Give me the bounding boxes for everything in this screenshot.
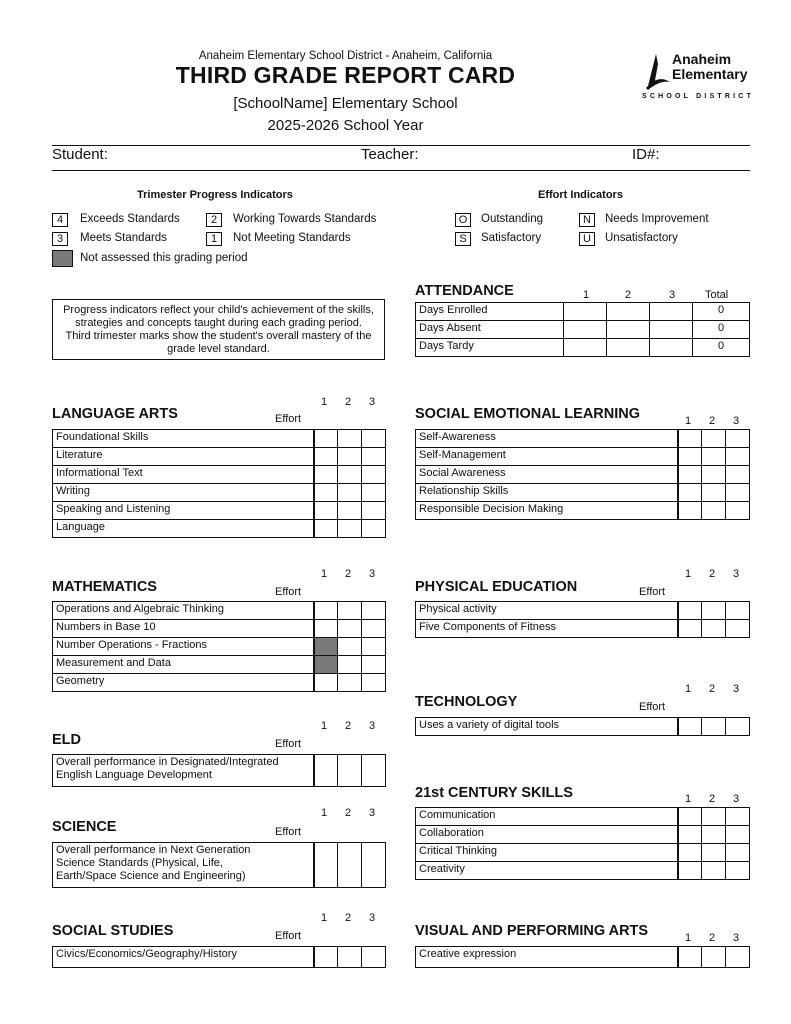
- vpa-title: VISUAL AND PERFORMING ARTS: [415, 923, 649, 939]
- effort-label-u: Unsatisfactory: [605, 232, 678, 244]
- grade-cell[interactable]: [338, 755, 362, 787]
- subject-row-label: Measurement and Data: [53, 656, 314, 674]
- table-row: [416, 502, 750, 520]
- table-row: [416, 620, 750, 638]
- sel-tri-2: 2: [708, 415, 716, 427]
- table-row: [416, 602, 750, 620]
- grade-cell[interactable]: [362, 656, 386, 674]
- table-row: [53, 484, 386, 502]
- grade-cell[interactable]: [726, 826, 750, 844]
- grade-cell[interactable]: [726, 620, 750, 638]
- eld-tri-1: 1: [320, 720, 328, 732]
- sel-tri-3: 3: [732, 415, 740, 427]
- pe-effort-label: Effort: [639, 586, 666, 598]
- sci-effort-label: Effort: [275, 826, 302, 838]
- grade-cell[interactable]: [362, 466, 386, 484]
- vpa-tri-2: 2: [708, 932, 716, 944]
- teacher-label: Teacher:: [361, 146, 419, 163]
- tech-tri-1: 1: [684, 683, 692, 695]
- logo-text: [672, 52, 747, 82]
- sci-tri-1: 1: [320, 807, 328, 819]
- table-row: [416, 947, 750, 968]
- grade-cell[interactable]: [702, 826, 726, 844]
- grade-cell[interactable]: [678, 947, 702, 968]
- effort-code-s: S: [455, 232, 471, 246]
- attendance-cell[interactable]: [650, 339, 693, 357]
- grade-cell[interactable]: [726, 430, 750, 448]
- attendance-row-label: Days Absent: [416, 321, 564, 339]
- grade-cell[interactable]: [678, 862, 702, 880]
- indicator-label-4: Exceeds Standards: [80, 213, 180, 225]
- vpa-table: [415, 946, 750, 968]
- subject-row-label: Writing: [53, 484, 314, 502]
- effort-code-u: U: [579, 232, 595, 246]
- grade-cell[interactable]: [362, 638, 386, 656]
- subject-row-label: Critical Thinking: [416, 844, 678, 862]
- sel-tri-1: 1: [684, 415, 692, 427]
- grade-cell[interactable]: [314, 430, 338, 448]
- grade-cell[interactable]: [314, 620, 338, 638]
- grade-cell[interactable]: [678, 430, 702, 448]
- table-row: [53, 466, 386, 484]
- language-arts-title: LANGUAGE ARTS: [52, 406, 178, 422]
- century-tri-2: 2: [708, 793, 716, 805]
- table-row: [416, 808, 750, 826]
- technology-title: TECHNOLOGY: [415, 694, 518, 710]
- grade-cell[interactable]: [678, 620, 702, 638]
- table-row: [416, 303, 750, 321]
- vpa-tri-3: 3: [732, 932, 740, 944]
- pe-tri-1: 1: [684, 568, 692, 580]
- grade-cell[interactable]: [702, 947, 726, 968]
- table-row: [416, 466, 750, 484]
- subject-row-label: Self-Awareness: [416, 430, 678, 448]
- grade-cell[interactable]: [314, 520, 338, 538]
- grade-cell[interactable]: [338, 466, 362, 484]
- indicator-code-1: 1: [206, 232, 222, 246]
- subject-row-label: Physical activity: [416, 602, 678, 620]
- tech-tri-3: 3: [732, 683, 740, 695]
- grade-cell[interactable]: [702, 502, 726, 520]
- attendance-table: [415, 302, 750, 357]
- table-row: [416, 826, 750, 844]
- attendance-total: 0: [693, 321, 750, 339]
- grade-cell[interactable]: [362, 520, 386, 538]
- indicator-code-4: 4: [52, 213, 68, 227]
- grade-cell[interactable]: [702, 808, 726, 826]
- sci-tri-2: 2: [344, 807, 352, 819]
- sel-title: SOCIAL EMOTIONAL LEARNING: [415, 406, 641, 422]
- la-tri-2: 2: [344, 396, 352, 408]
- subject-row-label: Self-Management: [416, 448, 678, 466]
- tech-effort-label: Effort: [639, 701, 666, 713]
- ss-tri-3: 3: [368, 912, 376, 924]
- grade-cell[interactable]: [338, 843, 362, 888]
- grade-cell[interactable]: [314, 755, 338, 787]
- logo-mark-icon: [642, 52, 672, 92]
- grade-cell[interactable]: [338, 448, 362, 466]
- grade-cell[interactable]: [362, 674, 386, 692]
- table-row: [416, 339, 750, 357]
- grade-cell[interactable]: [362, 602, 386, 620]
- table-row: [53, 502, 386, 520]
- table-row: [416, 321, 750, 339]
- math-tri-2: 2: [344, 568, 352, 580]
- grade-cell[interactable]: [726, 502, 750, 520]
- logo-line2: Elementary: [672, 66, 748, 82]
- science-row-line1: Overall performance in Next Generation: [56, 844, 251, 856]
- grade-cell[interactable]: [726, 448, 750, 466]
- table-row: [53, 843, 386, 888]
- subject-row-label: Foundational Skills: [53, 430, 314, 448]
- grade-cell[interactable]: [702, 862, 726, 880]
- subject-row-label: Uses a variety of digital tools: [416, 718, 678, 736]
- attendance-cell[interactable]: [564, 339, 607, 357]
- attendance-title: ATTENDANCE: [415, 283, 514, 299]
- attendance-cell[interactable]: [607, 303, 650, 321]
- la-tri-3: 3: [368, 396, 376, 408]
- table-row: [53, 602, 386, 620]
- table-row: [416, 862, 750, 880]
- grade-cell[interactable]: [678, 502, 702, 520]
- attendance-cell[interactable]: [564, 303, 607, 321]
- id-label: ID#:: [632, 146, 660, 163]
- subject-row-label: Communication: [416, 808, 678, 826]
- subject-row-label: Speaking and Listening: [53, 502, 314, 520]
- not-assessed-cell: [314, 656, 338, 674]
- table-row: [416, 484, 750, 502]
- subject-row-label: Operations and Algebraic Thinking: [53, 602, 314, 620]
- effort-code-n: N: [579, 213, 595, 227]
- attendance-cell[interactable]: [564, 321, 607, 339]
- table-row: [53, 448, 386, 466]
- grade-cell[interactable]: [678, 448, 702, 466]
- subject-row-label: Number Operations - Fractions: [53, 638, 314, 656]
- eld-table: [52, 754, 386, 787]
- grade-cell[interactable]: [338, 674, 362, 692]
- grade-cell[interactable]: [338, 484, 362, 502]
- grade-cell[interactable]: [338, 430, 362, 448]
- eld-row-line2: English Language Development: [56, 769, 212, 781]
- sci-tri-3: 3: [368, 807, 376, 819]
- effort-indicators-title: Effort Indicators: [538, 189, 623, 201]
- indicator-label-1: Not Meeting Standards: [233, 232, 351, 244]
- grade-cell[interactable]: [314, 466, 338, 484]
- grade-cell[interactable]: [314, 843, 338, 888]
- attendance-tri-2: 2: [624, 289, 632, 301]
- science-row-line3: Earth/Space Science and Engineering): [56, 870, 246, 882]
- grade-cell[interactable]: [362, 843, 386, 888]
- indicator-code-2: 2: [206, 213, 222, 227]
- mathematics-title: MATHEMATICS: [52, 579, 157, 595]
- grade-cell[interactable]: [338, 656, 362, 674]
- eld-tri-3: 3: [368, 720, 376, 732]
- ss-effort-label: Effort: [275, 930, 302, 942]
- language-arts-table: [52, 429, 386, 538]
- ss-tri-1: 1: [320, 912, 328, 924]
- grade-cell[interactable]: [338, 602, 362, 620]
- century-tri-3: 3: [732, 793, 740, 805]
- subject-row-label: Five Components of Fitness: [416, 620, 678, 638]
- school-year: 2025-2026 School Year: [267, 117, 424, 134]
- subject-row-label: Civics/Economics/Geography/History: [53, 947, 314, 968]
- subject-row-label: Literature: [53, 448, 314, 466]
- effort-label-s: Satisfactory: [481, 232, 542, 244]
- grade-cell[interactable]: [702, 718, 726, 736]
- attendance-total-label: Total: [705, 289, 729, 301]
- table-row: [53, 755, 386, 787]
- sel-table: [415, 429, 750, 520]
- grade-cell[interactable]: [362, 620, 386, 638]
- eld-effort-label: Effort: [275, 738, 302, 750]
- la-effort-label: Effort: [275, 413, 302, 425]
- grade-cell[interactable]: [314, 602, 338, 620]
- grade-cell[interactable]: [678, 484, 702, 502]
- grade-cell[interactable]: [726, 466, 750, 484]
- grade-cell[interactable]: [338, 947, 362, 968]
- attendance-tri-3: 3: [668, 289, 676, 301]
- grade-cell[interactable]: [726, 947, 750, 968]
- grade-cell[interactable]: [338, 620, 362, 638]
- math-tri-1: 1: [320, 568, 328, 580]
- grade-cell[interactable]: [678, 844, 702, 862]
- indicator-label-2: Working Towards Standards: [233, 213, 377, 225]
- grade-cell[interactable]: [338, 520, 362, 538]
- vpa-tri-1: 1: [684, 932, 692, 944]
- grade-cell[interactable]: [702, 844, 726, 862]
- tech-tri-2: 2: [708, 683, 716, 695]
- attendance-tri-1: 1: [582, 289, 590, 301]
- math-tri-3: 3: [368, 568, 376, 580]
- grade-cell[interactable]: [362, 755, 386, 787]
- science-table: [52, 842, 386, 888]
- not-assessed-label: Not assessed this grading period: [80, 252, 248, 264]
- effort-label-n: Needs Improvement: [605, 213, 709, 225]
- progress-indicators-title: Trimester Progress Indicators: [137, 189, 293, 201]
- grade-cell[interactable]: [678, 466, 702, 484]
- subject-row-label: Geometry: [53, 674, 314, 692]
- progress-note: Progress indicators reflect your child's achievement of the skills, strategies and concepts taught during each grading period. Third trimester marks show the student's overall mastery of the grade level standard.: [52, 299, 385, 360]
- table-row: [53, 430, 386, 448]
- grade-cell[interactable]: [314, 674, 338, 692]
- social-studies-title: SOCIAL STUDIES: [52, 923, 174, 939]
- table-row: [53, 620, 386, 638]
- grade-cell[interactable]: [726, 718, 750, 736]
- table-row: [53, 656, 386, 674]
- grade-cell[interactable]: [726, 862, 750, 880]
- pe-tri-2: 2: [708, 568, 716, 580]
- eld-row-line1: Overall performance in Designated/Integrated: [56, 756, 279, 768]
- table-row: [53, 520, 386, 538]
- subject-row-label: Relationship Skills: [416, 484, 678, 502]
- indicator-label-3: Meets Standards: [80, 232, 167, 244]
- subject-row-label: Creative expression: [416, 947, 678, 968]
- grade-cell[interactable]: [702, 620, 726, 638]
- grade-cell[interactable]: [362, 448, 386, 466]
- logo-sub: SCHOOL DISTRICT: [642, 93, 755, 100]
- attendance-cell[interactable]: [607, 321, 650, 339]
- student-label: Student:: [52, 146, 108, 163]
- subject-row-label: Creativity: [416, 862, 678, 880]
- science-title: SCIENCE: [52, 819, 117, 835]
- grade-cell[interactable]: [678, 826, 702, 844]
- district-line: Anaheim Elementary School District - Anaheim, California: [198, 50, 493, 62]
- attendance-row-label: Days Enrolled: [416, 303, 564, 321]
- grade-cell[interactable]: [362, 430, 386, 448]
- grade-cell[interactable]: [726, 844, 750, 862]
- attendance-total: 0: [693, 339, 750, 357]
- district-logo: [640, 50, 760, 105]
- table-row: [416, 448, 750, 466]
- grade-cell[interactable]: [362, 947, 386, 968]
- divider-bottom: [52, 170, 750, 171]
- grade-cell[interactable]: [338, 502, 362, 520]
- subject-row-label: Numbers in Base 10: [53, 620, 314, 638]
- ss-tri-2: 2: [344, 912, 352, 924]
- grade-cell[interactable]: [314, 448, 338, 466]
- eld-title: ELD: [52, 732, 81, 748]
- mathematics-table: [52, 601, 386, 692]
- grade-cell[interactable]: [362, 502, 386, 520]
- grade-cell[interactable]: [314, 484, 338, 502]
- grade-cell[interactable]: [702, 430, 726, 448]
- school-name: [SchoolName] Elementary School: [233, 95, 458, 112]
- effort-code-o: O: [455, 213, 471, 227]
- math-effort-label: Effort: [275, 586, 302, 598]
- table-row: [53, 638, 386, 656]
- subject-row-label: Language: [53, 520, 314, 538]
- pe-title: PHYSICAL EDUCATION: [415, 579, 578, 595]
- pe-tri-3: 3: [732, 568, 740, 580]
- century-tri-1: 1: [684, 793, 692, 805]
- not-assessed-swatch: [52, 250, 73, 267]
- grade-cell[interactable]: [314, 502, 338, 520]
- technology-table: [415, 717, 750, 736]
- social-studies-table: [52, 946, 386, 968]
- attendance-total: 0: [693, 303, 750, 321]
- science-row-line2: Science Standards (Physical, Life,: [56, 857, 223, 869]
- grade-cell[interactable]: [726, 602, 750, 620]
- pe-table: [415, 601, 750, 638]
- subject-row-label: Informational Text: [53, 466, 314, 484]
- eld-tri-2: 2: [344, 720, 352, 732]
- logo-line1: Anaheim: [672, 51, 732, 67]
- la-tri-1: 1: [320, 396, 328, 408]
- grade-cell[interactable]: [314, 947, 338, 968]
- subject-row-label: [53, 843, 314, 888]
- century-table: [415, 807, 750, 880]
- grade-cell[interactable]: [702, 466, 726, 484]
- attendance-row-label: Days Tardy: [416, 339, 564, 357]
- effort-label-o: Outstanding: [481, 213, 544, 225]
- subject-row-label: Social Awareness: [416, 466, 678, 484]
- table-row: [416, 430, 750, 448]
- grade-cell[interactable]: [702, 484, 726, 502]
- attendance-cell[interactable]: [607, 339, 650, 357]
- grade-cell[interactable]: [702, 602, 726, 620]
- grade-cell[interactable]: [362, 484, 386, 502]
- subject-row-label: [53, 755, 314, 787]
- century-title: 21st CENTURY SKILLS: [415, 785, 573, 801]
- table-row: [53, 674, 386, 692]
- grade-cell[interactable]: [726, 484, 750, 502]
- grade-cell[interactable]: [678, 602, 702, 620]
- table-row: [53, 947, 386, 968]
- table-row: [416, 718, 750, 736]
- grade-cell[interactable]: [726, 808, 750, 826]
- grade-cell[interactable]: [338, 638, 362, 656]
- table-row: [416, 844, 750, 862]
- grade-cell[interactable]: [678, 718, 702, 736]
- subject-row-label: Collaboration: [416, 826, 678, 844]
- not-assessed-cell: [314, 638, 338, 656]
- attendance-cell[interactable]: [650, 321, 693, 339]
- attendance-cell[interactable]: [650, 303, 693, 321]
- grade-cell[interactable]: [678, 808, 702, 826]
- grade-cell[interactable]: [702, 448, 726, 466]
- subject-row-label: Responsible Decision Making: [416, 502, 678, 520]
- indicator-code-3: 3: [52, 232, 68, 246]
- page-title: THIRD GRADE REPORT CARD: [175, 62, 516, 88]
